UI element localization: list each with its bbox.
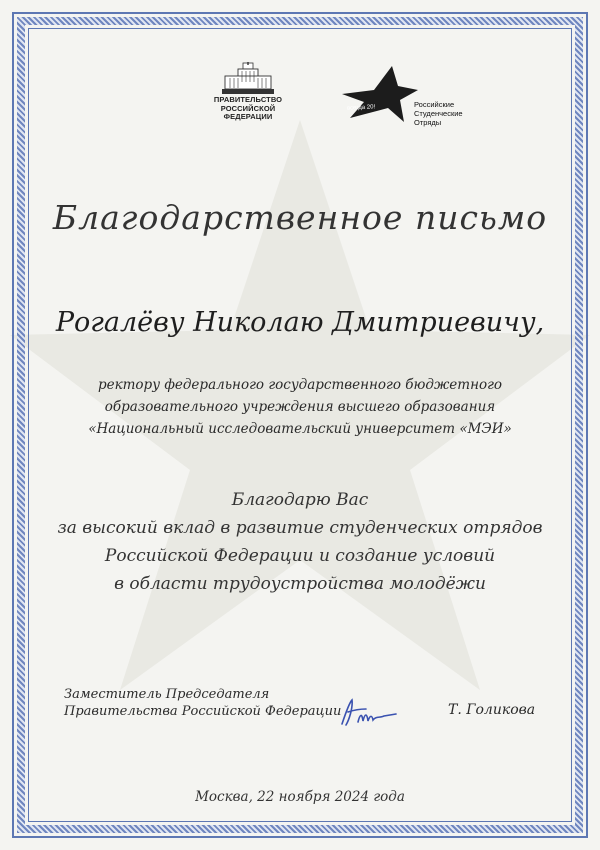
signer-name: Т. Голикова [448,702,536,718]
rso-logo-line-1: Российские [414,100,455,109]
rso-logo [340,64,470,127]
position-line-1: ректору федерального государственного бюджетного [97,377,503,393]
recipient-position [0,374,600,440]
rso-logo-line-2: Студенческие [414,109,463,118]
government-logo [205,62,291,122]
thanks-line-1: Благодарю Вас [231,490,369,510]
place-date: Москва, 22 ноября 2024 года [195,789,405,805]
rso-logo-line-3: Отряды [414,118,442,127]
signer-title-line-2: Правительства Российской Федерации [64,704,342,719]
signer-title-line-1: Заместитель Председателя [64,687,270,702]
position-line-3: «Национальный исследовательский университет «МЭИ» [88,421,512,437]
government-building-icon [221,62,275,96]
star-icon [340,64,420,124]
thanks-line-4: в области трудоустройства молодёжи [114,574,486,594]
recipient-name: Рогалёву Николаю Дмитриевичу, [55,307,545,338]
letter-title: Благодарственное письмо [52,198,548,237]
position-line-2: образовательного учреждения высшего образования [104,399,496,415]
gov-logo-line-2: РОССИЙСКОЙ [220,103,276,113]
handwritten-signature [336,694,400,730]
signer-title [64,686,341,720]
rso-badge: всегда 20! [346,104,376,112]
gov-logo-line-1: ПРАВИТЕЛЬСТВО [213,95,283,104]
gov-logo-line-3: ФЕДЕРАЦИИ [223,112,273,121]
thanks-line-3: Российской Федерации и создание условий [104,546,496,566]
thanks-text [0,486,600,598]
thanks-line-2: за высокий вклад в развитие студенческих отрядов [57,518,543,538]
